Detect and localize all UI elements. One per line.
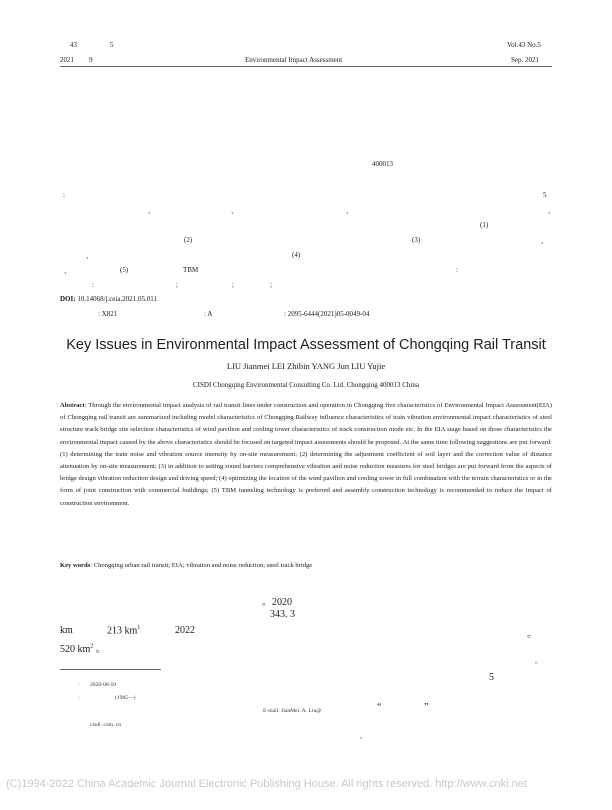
document-code: : A bbox=[204, 310, 213, 318]
header-volume-number: 43 bbox=[70, 41, 77, 49]
cn-mark: (3) bbox=[412, 236, 421, 244]
received-date: 2020-08-10 bbox=[90, 682, 117, 688]
body-quote-open: “ bbox=[377, 702, 382, 713]
bio-label: : bbox=[78, 695, 80, 701]
cn-mark: TBM bbox=[183, 266, 199, 274]
body-value-520-text: 520 km bbox=[60, 644, 91, 655]
body-sup-2: 2 bbox=[90, 643, 94, 650]
paper-title: Key Issues in Environmental Impact Assessment of Chongqing Rail Transit bbox=[66, 337, 546, 353]
keywords-text: : Chongqing urban rail transit; EIA; vibration and noise reduction; steel track bridge bbox=[90, 562, 313, 569]
abstract-text: : Through the environmental impact analysis of rail transit lines under construction and operation in Chongqing five characteristics of Environmental Impact Assessment(EIA) of Chongqing rail transit are summarized including model characteristics of Chongqing Railway influence characteristics of train vibration environmental impact characteristics of steel structure track bridge site selection characteristics of wind pavilion and cooling tower characteristics of track construction mode etc. In the EIA stage based on those characteristics the environmental impact caused by the above characteristics should be focused on targeted impact assessments should be proposed. At the same time following suggestions are put forward: (1) determining the train noise and vibration source intensity by on-site measurement; (2) determining the adjustment coefficient of soil layer and the correction value of distance attenuation by on-site measurement; (3) in addition to setting sound barriers comprehensive vibration and noise reduction measures for steel bridges are put forward from the aspects of bridge design vibration reduction design and driving speed; (4) optimizing the location of the wind pavilion and cooling tower in full combination with the terrain characteristics or in the form of joint construction with commercial buildings; (5) TBM tunneling technology is preferred and assembly construction technology is recommended to reduce the impact of construction environment. bbox=[60, 402, 552, 507]
cn-mark: ; bbox=[270, 281, 272, 289]
cn-mark: : bbox=[63, 191, 65, 199]
body-period: 。 bbox=[527, 629, 537, 640]
cn-mark: ; bbox=[176, 281, 178, 289]
received-label: : bbox=[78, 682, 80, 688]
cn-mark: 、 bbox=[548, 207, 555, 215]
body-year-2020: 。2020 bbox=[262, 597, 292, 608]
body-number-5: 5 bbox=[489, 672, 494, 683]
cn-mark: 5 bbox=[543, 191, 547, 199]
header-issue-number: 5 bbox=[110, 41, 114, 49]
bio-birth-year: (1985—) bbox=[115, 695, 136, 701]
body-period: 。 bbox=[360, 732, 367, 740]
cn-mark: (4) bbox=[292, 251, 301, 259]
cn-mark: 、 bbox=[231, 207, 238, 215]
doi-label: DOI: bbox=[60, 295, 76, 303]
cn-mark: 、 bbox=[148, 207, 155, 215]
body-period: 。 bbox=[95, 644, 106, 655]
cn-mark: (1) bbox=[480, 221, 489, 229]
cn-mark: 、 bbox=[64, 267, 71, 275]
keywords-label: Key words bbox=[60, 562, 91, 569]
abstract bbox=[60, 400, 552, 510]
cn-mark: (5) bbox=[120, 266, 129, 274]
cn-mark: 、 bbox=[86, 252, 93, 260]
doi-line bbox=[60, 295, 157, 303]
body-value-343: 343. 3 bbox=[270, 609, 295, 620]
author-email: E-mail: JianMei. A. Liu@ bbox=[263, 708, 322, 714]
author-list: LIU Jianmei LEI Zhibin YANG Jun LIU Yujie bbox=[226, 361, 386, 371]
clc-number: : X821 bbox=[98, 310, 118, 318]
cn-mark: 、 bbox=[541, 237, 548, 245]
header-year: 2021 bbox=[60, 56, 74, 64]
keywords bbox=[60, 562, 312, 569]
copyright-watermark: (C)1994-2022 China Academic Journal Electronic Publishing House. All rights reserved. http://www.cnki.net bbox=[6, 778, 527, 790]
header-month: 9 bbox=[89, 56, 93, 64]
body-km: km bbox=[60, 625, 73, 636]
cn-postcode: 400013 bbox=[372, 160, 393, 168]
cn-mark: : bbox=[456, 266, 458, 274]
footnote-rule bbox=[60, 669, 161, 670]
article-id: : 2095-6444(2021)05-0049-04 bbox=[284, 310, 370, 318]
body-sup-1: 1 bbox=[137, 625, 141, 631]
header-date: Sep. 2021 bbox=[511, 56, 539, 64]
body-year-2022: 2022 bbox=[175, 625, 195, 636]
header-rule bbox=[60, 66, 552, 67]
body-value-520 bbox=[60, 640, 106, 655]
cn-mark: : bbox=[92, 281, 94, 289]
body-value-213 bbox=[107, 625, 140, 636]
cn-mark: (2) bbox=[184, 236, 193, 244]
affiliation: CISDI Chongqing Environmental Consulting Co. Ltd. Chongqing 400013 China bbox=[193, 381, 419, 389]
body-period: 。 bbox=[535, 657, 542, 665]
abstract-label: Abstract bbox=[60, 402, 85, 409]
header-journal-name: Environmental Impact Assessment bbox=[245, 56, 343, 64]
body-value-213-text: 213 km bbox=[107, 625, 138, 637]
doi-value: 10.14068/j.ceia.2021.05.011 bbox=[77, 295, 157, 303]
author-email-domain: cisdi. com. cn bbox=[90, 722, 122, 728]
cn-mark: 、 bbox=[346, 207, 353, 215]
header-vol-no: Vol.43 No.5 bbox=[507, 41, 541, 49]
cn-mark: ; bbox=[232, 281, 234, 289]
body-quote-close: ” bbox=[424, 702, 429, 713]
